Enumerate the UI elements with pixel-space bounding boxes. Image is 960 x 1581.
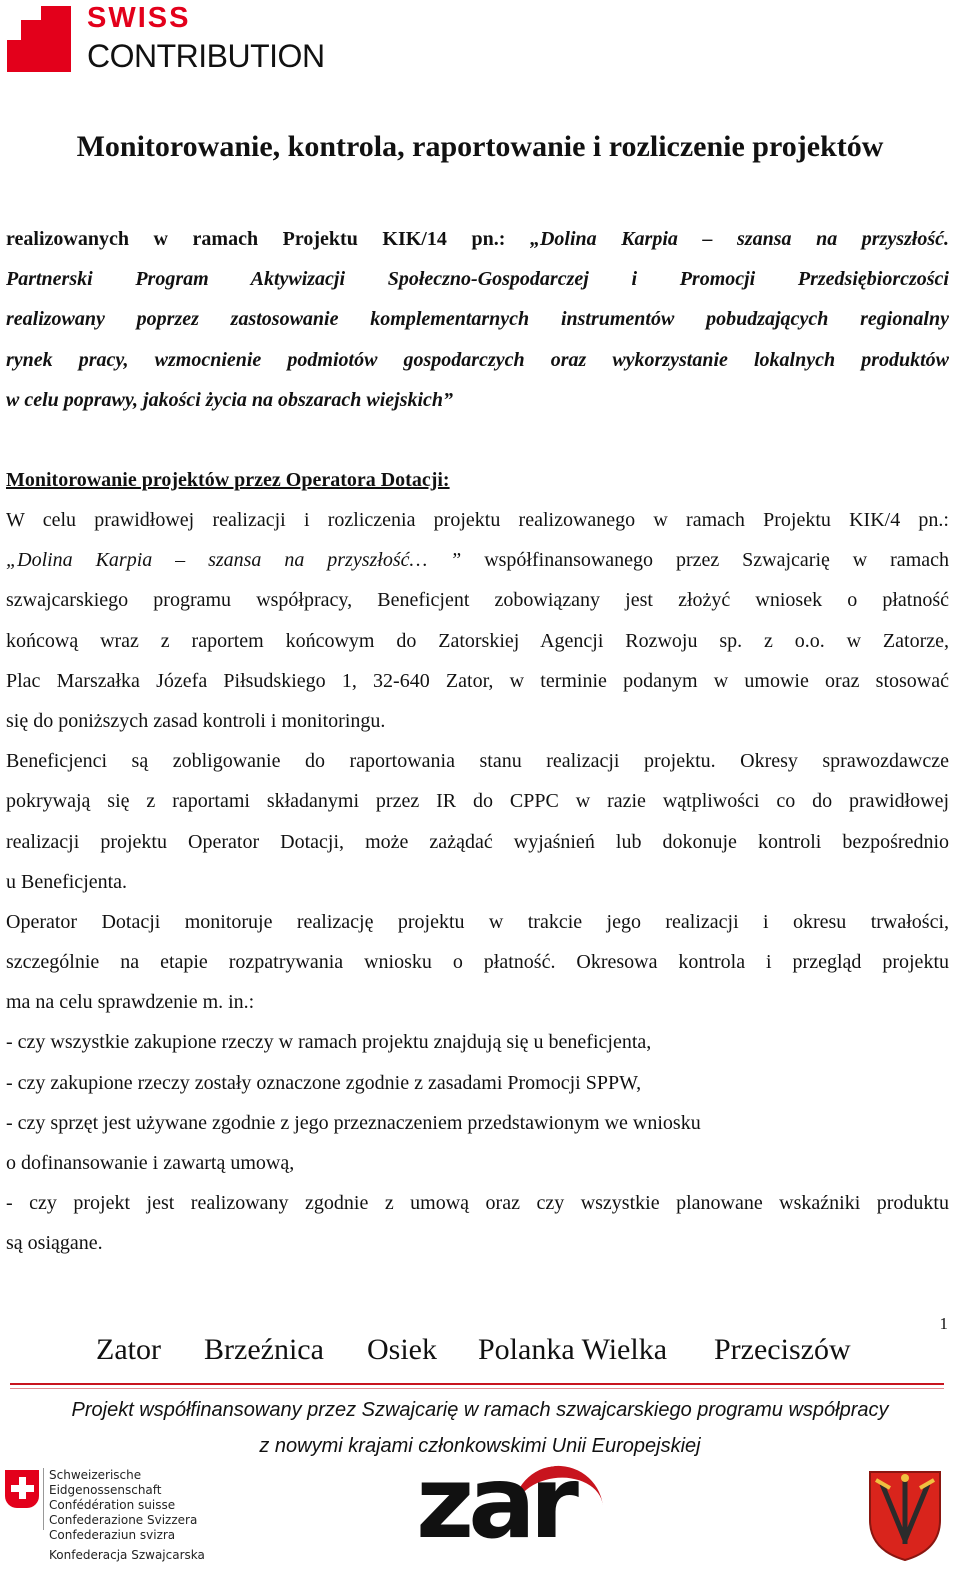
- town-name: Zator: [96, 1333, 161, 1366]
- text-line: [6, 781, 949, 821]
- text-run: pokrywają się z raportami składanymi przez IR do CPPC w razie wątpliwości co do prawidłowej: [6, 790, 949, 813]
- text-line: [6, 902, 949, 942]
- footer-note-line2: z nowymi krajami członkowskimi Unii Europejskiej: [259, 1435, 701, 1457]
- text-run: końcową wraz z raportem końcowym do Zatorskiej Agencji Rozwoju sp. z o.o. w Zatorze,: [6, 629, 949, 652]
- text-line: [6, 1183, 949, 1223]
- text-line: [6, 540, 949, 580]
- confederation-name: Confederaziun svizra: [49, 1528, 176, 1542]
- zar-logo-text: zar: [416, 1444, 573, 1561]
- swiss-cross-icon: [5, 1470, 39, 1508]
- swiss-logo-mark-icon: [7, 6, 71, 72]
- text-line: [6, 1223, 949, 1263]
- text-run: „Dolina Karpia – szansa na przyszłość… ”: [6, 549, 462, 572]
- footer-divider-thin: [10, 1388, 944, 1389]
- text-run: - czy projekt jest realizowany zgodnie z umową oraz czy wszystkie planowane wskaźniki produktu: [6, 1192, 949, 1215]
- text-run: „Dolina Karpia – szansa na przyszłość.: [529, 228, 950, 250]
- swiss-confederation-logo: [5, 1468, 255, 1578]
- text-line: [6, 340, 949, 380]
- text-line: [6, 219, 949, 259]
- text-run: W celu prawidłowej realizacji i rozliczenia projektu realizowanego w ramach Projektu KIK/4 pn.:: [6, 509, 949, 531]
- text-run: szwajcarskiego programu współpracy, Beneficjent zobowiązany jest złożyć wniosek o płatność: [6, 589, 949, 612]
- town-name: Osiek: [367, 1333, 437, 1366]
- text-run: realizowany poprzez zastosowanie komplementarnych instrumentów pobudzających regionalny: [6, 308, 949, 331]
- swiss-contribution-logo: [7, 2, 337, 74]
- logo-line-swiss: SWISS: [87, 2, 191, 34]
- town-name: Przeciszów: [714, 1333, 851, 1366]
- document-title: Monitorowanie, kontrola, raportowanie i rozliczenie projektów: [76, 130, 884, 163]
- text-run: realizacji projektu Operator Dotacji, może zażądać wyjaśnień lub dokonuje kontroli bezpośrednio: [6, 830, 949, 853]
- text-run: - czy sprzęt jest używane zgodnie z jego przeznaczeniem przedstawionym we wniosku: [6, 1111, 701, 1134]
- text-line: [6, 1063, 949, 1103]
- text-line: [6, 380, 949, 420]
- town-name: Polanka Wielka: [478, 1333, 668, 1366]
- text-run: u Beneficjenta.: [6, 870, 128, 893]
- text-run: są osiągane.: [6, 1232, 103, 1255]
- confederation-names: [49, 1468, 255, 1543]
- text-run: realizowanych w ramach Projektu KIK/14 pn.:: [6, 228, 530, 250]
- text-run: rynek pracy, wzmocnienie podmiotów gospodarczych oraz wykorzystanie lokalnych produktów: [6, 348, 949, 371]
- footer-note-line1: Projekt współfinansowany przez Szwajcarię w ramach szwajcarskiego programu współpracy: [71, 1399, 889, 1421]
- text-run: - czy wszystkie zakupione rzeczy w ramach projektu znajdują się u beneficjenta,: [6, 1031, 652, 1054]
- text-run: szczególnie na etapie rozpatrywania wniosku o płatność. Okresowa kontrola i przegląd projektu: [6, 951, 949, 974]
- section-heading: Monitorowanie projektów przez Operatora Dotacji:: [6, 469, 450, 491]
- intro-paragraph: [6, 219, 949, 420]
- text-line: [6, 822, 949, 862]
- text-line: [6, 1103, 949, 1143]
- text-line: [6, 580, 949, 620]
- text-run: Partnerski Program Aktywizacji Społeczno-Gospodarczej i Promocji Przedsiębiorczości: [6, 268, 949, 291]
- body-paragraphs: [6, 500, 949, 1264]
- coat-of-arms-icon: [868, 1470, 942, 1562]
- text-line: [6, 500, 949, 540]
- text-line: [6, 259, 949, 299]
- text-line: [6, 621, 949, 661]
- confederation-polish: Konfederacja Szwajcarska: [49, 1548, 205, 1562]
- page-number: 1: [939, 1314, 948, 1333]
- text-line: [6, 982, 949, 1022]
- footer-divider: [10, 1383, 944, 1385]
- confederation-name: Schweizerische Eidgenossenschaft: [49, 1468, 162, 1497]
- confederation-name: Confédération suisse: [49, 1498, 176, 1512]
- text-line: [6, 741, 949, 781]
- text-line: [6, 661, 949, 701]
- text-run: się do poniższych zasad kontroli i monitoringu.: [6, 709, 386, 732]
- town-name: Brzeźnica: [204, 1333, 324, 1366]
- confederation-name: Confederazione Svizzera: [49, 1513, 198, 1527]
- text-run: o dofinansowanie i zawartą umową,: [6, 1152, 295, 1174]
- text-run: Plac Marszałka Józefa Piłsudskiego 1, 32-640 Zator, w terminie podanym w umowie oraz stosować: [6, 669, 949, 692]
- text-run: Operator Dotacji monitoruje realizację projektu w trakcie jego realizacji i okresu trwałości,: [6, 910, 949, 933]
- zar-logo: [416, 1444, 606, 1570]
- text-run: współfinansowanego przez Szwajcarię w ramach: [461, 549, 949, 572]
- text-line: [6, 1143, 949, 1183]
- text-run: ma na celu sprawdzenie m. in.:: [6, 991, 255, 1014]
- text-line: [6, 299, 949, 339]
- text-run: - czy zakupione rzeczy zostały oznaczone zgodnie z zasadami Promocji SPPW,: [6, 1071, 642, 1094]
- text-run: w celu poprawy, jakości życia na obszarach wiejskich”: [6, 388, 454, 411]
- text-line: [6, 862, 949, 902]
- logo-divider: [43, 1468, 44, 1530]
- text-line: [6, 701, 949, 741]
- text-line: [6, 942, 949, 982]
- text-run: Beneficjenci są zobligowanie do raportowania stanu realizacji projektu. Okresy sprawozdawcze: [6, 750, 949, 773]
- logo-line-contribution: CONTRIBUTION: [87, 38, 325, 74]
- text-line: [6, 1022, 949, 1062]
